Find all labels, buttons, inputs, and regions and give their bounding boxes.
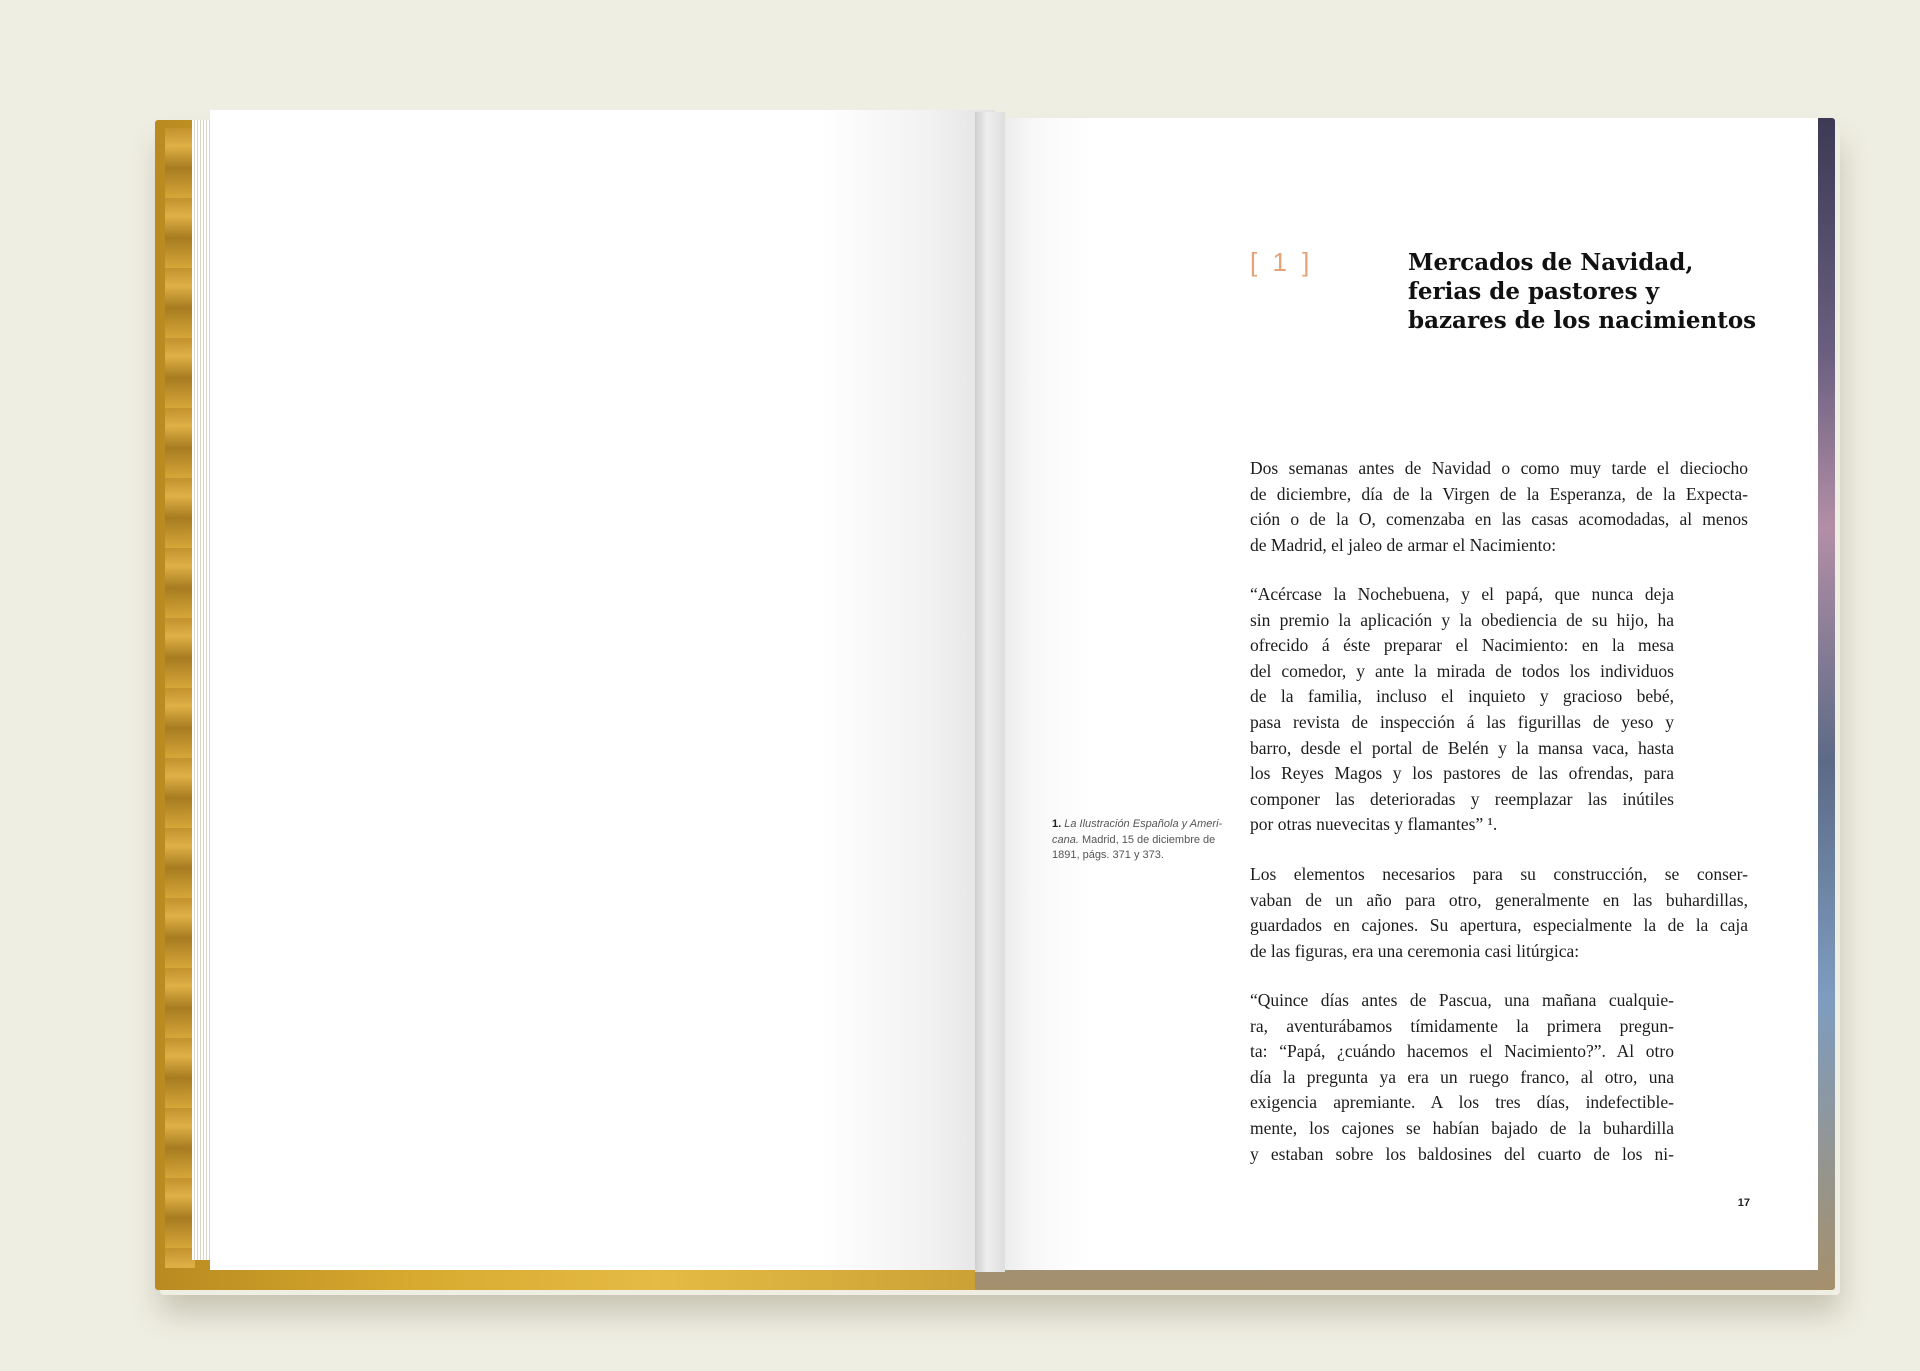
text-line: pasa revista de inspección á las figurillas de yeso y [1250,711,1674,732]
block-quote-2 [1250,988,1674,1167]
footnote [1052,817,1230,864]
footnote-text: Madrid, 15 de diciembre de [1078,833,1216,846]
footnote-line [1052,817,1230,833]
left-page-blank [210,110,995,1270]
text-line: ta: “Papá, ¿cuándo hacemos el Nacimiento?”. Al otro [1250,1041,1674,1062]
text-line: día la pregunta ya era un ruego franco, al otro, una [1250,1066,1674,1087]
footnote-line: 1891, págs. 371 y 373. [1052,849,1164,862]
text-line: de Madrid, el jaleo de armar el Nacimiento: [1250,534,1557,555]
body-paragraph-2 [1250,862,1748,964]
block-quote-1 [1250,582,1674,838]
chapter-title [1408,248,1788,335]
text-line: y estaban sobre los baldosines del cuarto de los ni- [1250,1143,1674,1164]
page-number: 17 [1737,1197,1750,1209]
text-line: ofrecido á éste preparar el Nacimiento: en la mesa [1250,635,1674,656]
text-line: “Quince días antes de Pascua, una mañana cualquie- [1250,990,1674,1010]
text-line: de diciembre, día de la Virgen de la Esperanza, de la Expecta- [1250,483,1748,504]
text-line: de las figuras, era una ceremonia casi litúrgica: [1250,940,1580,961]
text-line: los Reyes Magos y los pastores de las ofrendas, para [1250,763,1674,784]
text-line: “Acércase la Nochebuena, y el papá, que nunca deja [1250,584,1674,604]
text-line: guardados en cajones. Su apertura, especialmente la de la caja [1250,915,1748,936]
text-line: componer las deterioradas y reemplazar las inútiles [1250,788,1674,809]
footnote-source: cana. [1052,833,1079,846]
text-line: barro, desde el portal de Belén y la mansa vaca, hasta [1250,737,1674,758]
text-line: de la familia, incluso el inquieto y gracioso bebé, [1250,686,1674,707]
chapter-title-line: ferias de pastores y [1408,278,1659,305]
chapter-title-line: bazares de los nacimientos [1408,307,1757,334]
chapter-number: [ 1 ] [1250,247,1314,277]
text-line: ra, aventurábamos tímidamente la primera pregun- [1250,1015,1674,1036]
text-line: sin premio la aplicación y la obediencia de su hijo, ha [1250,609,1674,630]
text-line: exigencia apremiante. A los tres días, indefectible- [1250,1092,1674,1113]
text-line: Los elementos necesarios para su construcción, se conser- [1250,864,1748,884]
text-line: por otras nuevecitas y flamantes” ¹. [1250,814,1498,835]
footnote-source: La Ilustración Española y Ameri- [1064,818,1223,830]
text-line: del comedor, y ante la mirada de todos los individuos [1250,660,1674,681]
text-line: Dos semanas antes de Navidad o como muy tarde el dieciocho [1250,458,1748,478]
body-paragraph-1 [1250,456,1748,558]
book-edge-strip [165,128,195,1268]
text-line: vaban de un año para otro, generalmente en las buhardillas, [1250,889,1748,910]
footnote-number: 1. [1052,818,1062,830]
footnote-line [1052,833,1230,849]
chapter-title-line: Mercados de Navidad, [1408,249,1694,276]
text-line: mente, los cajones se habían bajado de la buhardilla [1250,1117,1674,1138]
text-line: ción o de la O, comenzaba en las casas acomodadas, al menos [1250,509,1748,530]
book-gutter [975,112,1005,1272]
